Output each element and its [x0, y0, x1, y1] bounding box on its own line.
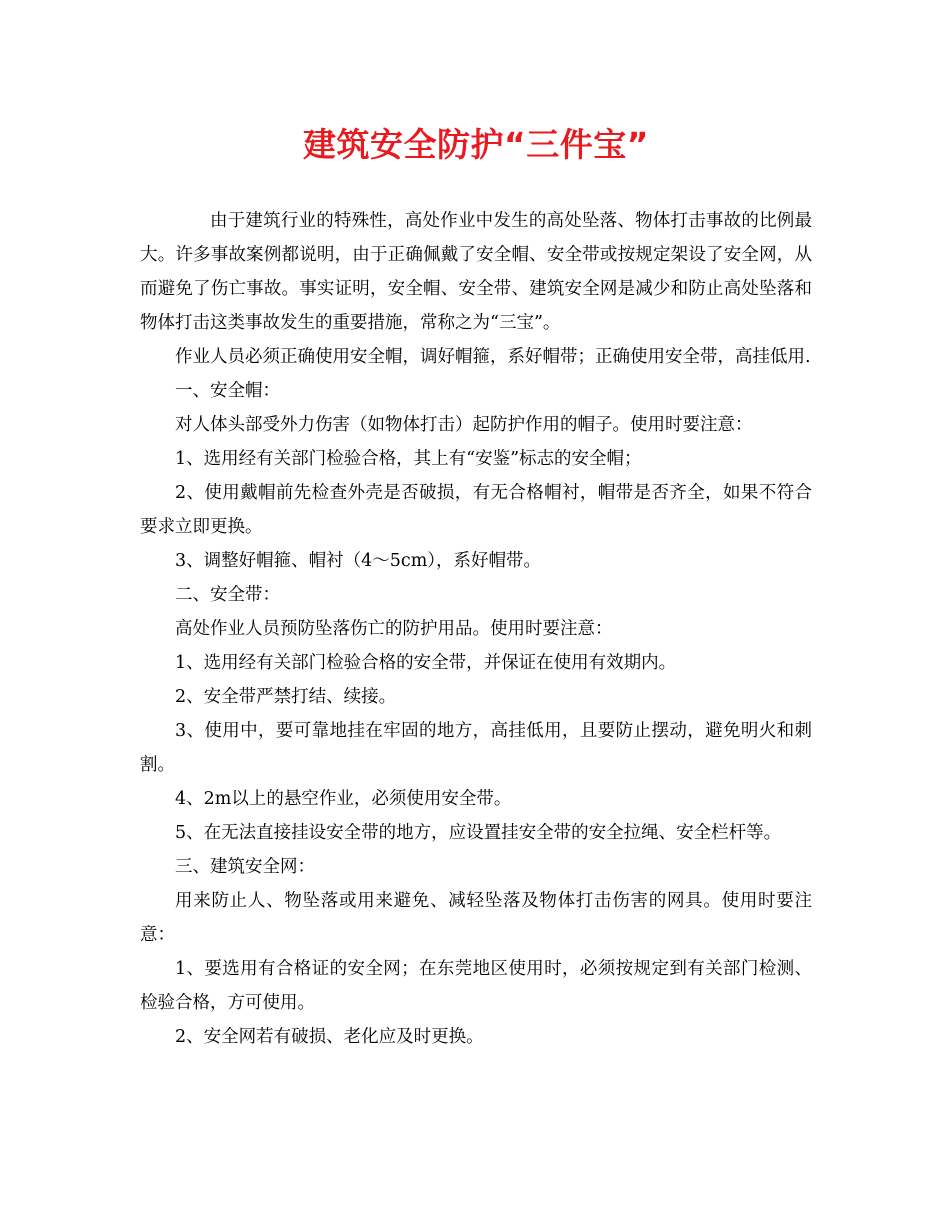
helmet-definition: 对人体头部受外力伤害（如物体打击）起防护作用的帽子。使用时要注意：: [175, 415, 753, 435]
net-definition: 用来防止人、物坠落或用来避免、减轻坠落及物体打击伤害的网具。使用时要注意：: [140, 891, 812, 945]
belt-definition: 高处作业人员预防坠落伤亡的防护用品。使用时要注意：: [175, 619, 613, 639]
belt-item-3: 3、使用中，要可靠地挂在牢固的地方，高挂低用，且要防止摆动，避免明火和刺割。: [140, 721, 812, 775]
belt-item-4: 4、2m以上的悬空作业，必须使用安全带。: [175, 789, 512, 809]
belt-item-1: 1、选用经有关部门检验合格的安全带，并保证在使用有效期内。: [175, 653, 677, 673]
usage-paragraph: 作业人员必须正确使用安全帽，调好帽箍，系好帽带；正确使用安全带，高挂低用.: [175, 347, 811, 367]
belt-item-2: 2、安全带严禁打结、续接。: [175, 687, 397, 707]
section-heading-net: 三、建筑安全网：: [175, 857, 315, 877]
helmet-item-3: 3、调整好帽箍、帽衬（4～5cm），系好帽带。: [175, 551, 542, 571]
helmet-item-1: 1、选用经有关部门检验合格，其上有“安鉴”标志的安全帽；: [175, 449, 642, 469]
helmet-item-2: 2、使用戴帽前先检查外壳是否破损，有无合格帽衬，帽带是否齐全，如果不符合要求立即更换。: [140, 483, 812, 537]
net-item-1: 1、要选用有合格证的安全网；在东莞地区使用时，必须按规定到有关部门检测、检验合格，方可使用。: [140, 959, 812, 1013]
intro-paragraph: 由于建筑行业的特殊性，高处作业中发生的高处坠落、物体打击事故的比例最大。许多事故案例都说明，由于正确佩戴了安全帽、安全带或按规定架设了安全网，从而避免了伤亡事故。事实证明，安全帽、安全带、建筑安全网是减少和防止高处坠落和物体打击这类事故发生的重要措施，常称之为“三宝”。: [140, 211, 812, 333]
section-heading-belt: 二、安全带：: [175, 585, 280, 605]
document-page: [140, 120, 812, 1054]
belt-item-5: 5、在无法直接挂设安全带的地方，应设置挂安全带的安全拉绳、安全栏杆等。: [175, 823, 782, 843]
section-heading-helmet: 一、安全帽：: [175, 381, 280, 401]
document-title: 建筑安全防护“三件宝”: [303, 125, 649, 164]
net-item-2: 2、安全网若有破损、老化应及时更换。: [175, 1027, 484, 1047]
